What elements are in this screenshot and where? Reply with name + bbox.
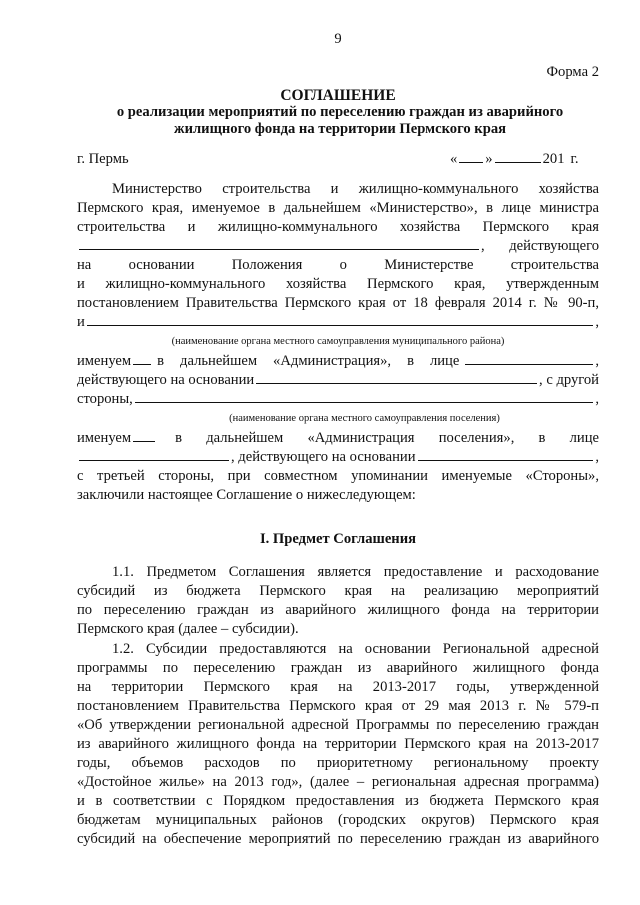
place: г. Пермь (77, 151, 129, 167)
paragraph-line: постановлением Правительства Пермского края от 29 мая 2013 г. № 579-п (77, 698, 599, 714)
preamble-line-blank (77, 429, 599, 448)
date-month-blank (495, 150, 541, 163)
preamble-line: с третьей стороны, при совместном упоминании именуемые «Стороны», (77, 468, 599, 484)
ending-blank (133, 429, 155, 442)
settlement-representative-blank (79, 448, 229, 461)
preamble-line-blank: стороны, , (77, 391, 599, 407)
representative-blank (465, 352, 593, 365)
conjunction: и (77, 314, 85, 330)
settlement-blank (135, 390, 594, 403)
text-fragment: в дальнейшем «Администрация», в лице (157, 353, 460, 369)
preamble-line: на основании Положения о Министерстве строительства (77, 257, 599, 273)
paragraph-line: Пермского края (далее – субсидии). (77, 621, 299, 637)
text-fragment: , с другой (539, 372, 599, 388)
paragraph-line: из аварийного жилищного фонда на территории Пермского края на 2013-2017 (77, 736, 599, 752)
preamble-line-blank: , действующего (77, 237, 599, 256)
preamble-line-blank: , действующего на основании , (77, 448, 599, 467)
footnote-settlement: (наименование органа местного самоуправления поселения) (229, 413, 500, 424)
form-label: Форма 2 (546, 64, 599, 80)
preamble-line: Министерство строительства и жилищно-коммунального хозяйства (112, 181, 599, 197)
document-subtitle-2: жилищного фонда на территории Пермского края (173, 121, 507, 137)
text-fragment: именуем (77, 353, 132, 369)
date-suffix: г. (570, 151, 579, 167)
paragraph-line: по переселению граждан из аварийного жилищного фонда на территории (77, 602, 599, 618)
document-subtitle-1: о реализации мероприятий по переселению граждан из аварийного (116, 104, 564, 120)
date-day-blank (459, 150, 483, 163)
date-quote-close: » (485, 151, 493, 167)
basis-blank (256, 371, 537, 384)
minister-name-blank (79, 237, 479, 250)
paragraph-line: на территории Пермского края на 2013-2017 годы, утвержденной (77, 679, 599, 695)
text-fragment: действующего на основании (77, 372, 255, 388)
preamble-acting: действующего (509, 238, 599, 254)
paragraph-line: бюджетам муниципальных районов (городских округов) Пермского края (77, 812, 599, 828)
paragraph-line: программы по переселению граждан из аварийного жилищного фонда (77, 660, 599, 676)
paragraph-line: годы, объемов расходов по приоритетному региональному проекту (77, 755, 599, 771)
paragraph-line: и в соответствии с Порядком предоставления из бюджета Пермского края (77, 793, 599, 809)
footnote-municipal-district: (наименование органа местного самоуправления муниципального района) (171, 336, 505, 347)
page-number: 9 (334, 31, 342, 47)
date-line (450, 150, 599, 169)
municipal-district-blank (87, 313, 594, 326)
date-quote-open: « (450, 151, 458, 167)
paragraph-line: 1.2. Субсидии предоставляются на основании Региональной адресной (112, 641, 599, 657)
date-year: 201 (542, 151, 565, 167)
paragraph-line: «Об утверждении региональной адресной Программы по переселению граждан (77, 717, 599, 733)
preamble-line-blank: именуем в дальнейшем «Администрация», в лице , (77, 353, 599, 369)
text-fragment: именуем (77, 430, 132, 446)
preamble-line: строительства и жилищно-коммунального хозяйства Пермского края (77, 219, 599, 235)
paragraph-line: «Достойное жилье» на 2013 год», (далее – региональная адресная программа) (77, 774, 599, 790)
text-fragment: стороны, (77, 391, 133, 407)
preamble-line: Пермского края, именуемое в дальнейшем «Министерство», в лице министра (77, 200, 599, 216)
settlement-basis-blank (418, 448, 594, 461)
preamble-line: постановлением Правительства Пермского края от 18 февраля 2014 г. № 90-п, (77, 295, 599, 311)
preamble-line: и жилищно-коммунального хозяйства Пермского края, утвержденным (77, 276, 599, 292)
preamble-line-blank: и , (77, 314, 599, 330)
preamble-line: заключили настоящее Соглашение о нижеследующем: (77, 487, 416, 503)
text-fragment: , действующего на основании (231, 449, 416, 465)
document-title: СОГЛАШЕНИЕ (280, 87, 396, 104)
paragraph-line: субсидий на обеспечение мероприятий по переселению граждан из аварийного (77, 831, 599, 847)
section-heading: I. Предмет Соглашения (259, 531, 417, 547)
paragraph-line: 1.1. Предметом Соглашения является предоставление и расходование (112, 564, 599, 580)
paragraph-line: субсидий из бюджета Пермского края на реализацию мероприятий (77, 583, 599, 599)
text-fragment: в дальнейшем «Администрация поселения», в лице (175, 430, 599, 446)
preamble-line-blank (77, 371, 599, 390)
ending-blank (133, 352, 151, 365)
